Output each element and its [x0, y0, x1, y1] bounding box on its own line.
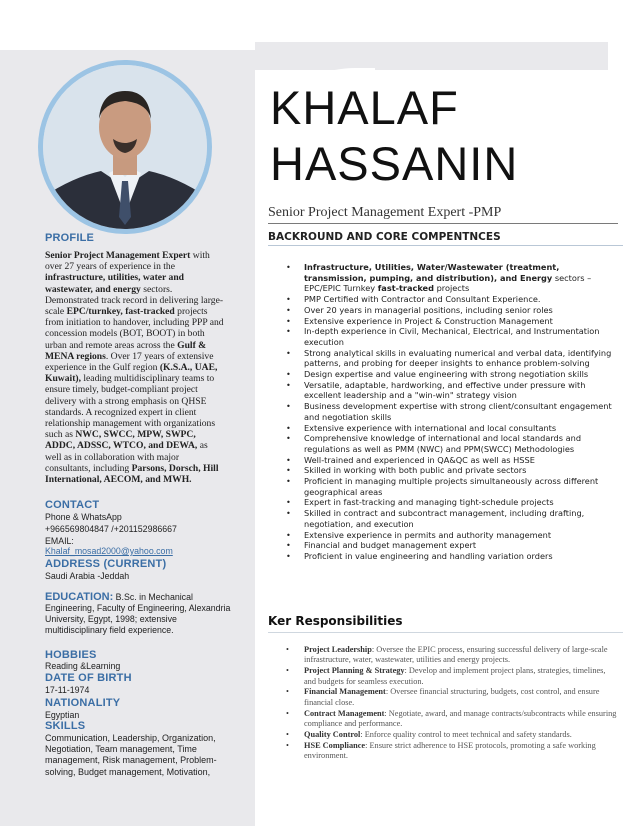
- text-run: as well as in collaboration with major consultants, including: [45, 440, 208, 474]
- list-item: • Proficient in value engineering and handling variation orders: [288, 551, 623, 562]
- list-item: • Financial and budget management expert: [288, 540, 623, 551]
- education-degree: B.Sc. in Mechanical: [113, 592, 193, 602]
- responsibility-item: [288, 645, 618, 666]
- list-item: [288, 262, 623, 294]
- bold-text: Parsons, Dorsch, Hill International, AECOM, and MWH.: [45, 462, 219, 486]
- text-run: projects: [433, 283, 470, 294]
- list-item: • Proficient in managing multiple projects simultaneously across different geographical areas: [288, 476, 623, 497]
- list-item: • Extensive experience in permits and authority management: [288, 530, 623, 541]
- responsibility-text: : Ensure strict adherence to HSE protocols, promoting a safe working environment.: [304, 740, 596, 761]
- list-item: • In-depth experience in Civil, Mechanical, Electrical, and Instrumentation execution: [288, 326, 623, 347]
- bold-text: Gulf & MENA regions: [45, 339, 207, 362]
- responsibility-item: [288, 709, 618, 730]
- education-text: Engineering, Faculty of Engineering, Alexandria University, Egypt, 1998; extensive multidisciplinary field experience.: [45, 603, 231, 635]
- nationality-text: Egyptian: [45, 710, 80, 720]
- responsibility-title: Financial Management: [304, 687, 386, 697]
- dob-text: 17-11-1974: [45, 685, 90, 695]
- person-photo-icon: [43, 65, 207, 229]
- responsibility-item: [288, 687, 618, 708]
- responsibility-text: : Develop and implement project plans, strategies, timelines, and budgets for seamless execution.: [304, 666, 606, 686]
- skills-text: Communication, Leadership, Organization, Negotiation, Team management, Time management, Risk management, Problem-solving, Budget management, Motivation,: [45, 733, 217, 777]
- list-item: • Versatile, adaptable, hardworking, and effective under pressure with excellent leadership and a "win-win" strategy vision: [288, 380, 623, 401]
- bold-text: Infrastructure, Utilities, Water/Wastewater (treatment, transmission, pumping, and distribution), and Energy: [304, 262, 560, 283]
- contact-heading: CONTACT: [45, 499, 100, 511]
- list-item: • Business development expertise with strong client/consultant engagement and negotiation skills: [288, 401, 623, 422]
- list-item: • Comprehensive knowledge of international and local standards and regulations as well as PMM (NWC) and PPM(SWCC) Methodologies: [288, 433, 623, 454]
- phone-number: +966569804847 /+201152986667: [45, 524, 177, 534]
- email-link[interactable]: Khalaf_mosad2000@yahoo.com: [45, 546, 173, 556]
- responsibility-title: Project Planning & Strategy: [304, 666, 405, 676]
- text-run: leading multidisciplinary teams to ensure timely, budget-compliant project delivery with a strong emphasis on QHSE standards. A recognized expert in client relationship management with organizations such as: [45, 373, 216, 441]
- list-item: • Design expertise and value engineering with strong negotiation skills: [288, 369, 623, 380]
- text-run: sectors – EPC/EPIC Turnkey: [304, 272, 592, 294]
- responsibility-text: : Negotiate, award, and manage contracts/subcontracts while ensuring compliance and performance.: [304, 708, 617, 729]
- education-block: [45, 592, 235, 636]
- bold-text: Senior Project Management Expert: [45, 250, 191, 261]
- responsibility-title: HSE Compliance: [304, 740, 366, 750]
- candidate-name: [270, 80, 518, 192]
- responsibilities-list: [288, 645, 618, 762]
- responsibilities-heading: Ker Responsibilities: [268, 614, 403, 628]
- responsibility-item: [288, 666, 618, 687]
- list-item: • Expert in fast-tracking and managing tight-schedule projects: [288, 497, 623, 508]
- address-text: Saudi Arabia -Jeddah: [45, 571, 130, 581]
- responsibility-text: : Enforce quality control to meet technical and safety standards.: [360, 729, 572, 739]
- text-run: with over 27 years of experience in the: [45, 250, 210, 273]
- profile-heading: PROFILE: [45, 232, 95, 244]
- bold-text: EPC/turnkey, fast-tracked: [66, 306, 175, 318]
- bold-text: (K.S.A., UAE, Kuwait),: [45, 362, 218, 385]
- education-heading: EDUCATION:: [45, 591, 114, 603]
- responsibility-item: [288, 741, 618, 762]
- profile-photo: [43, 65, 207, 229]
- hobbies-text: Reading &Learning: [45, 661, 121, 671]
- text-run: projects from initiation to handover, including PPP and concession models (BOT, BOOT) in both urban and remote areas across the: [45, 306, 224, 351]
- background-list: [288, 262, 623, 562]
- name-last: HASSANIN: [270, 137, 519, 190]
- list-item: • Extensive experience in Project & Construction Management: [288, 316, 623, 327]
- phone-label: Phone & WhatsApp: [45, 512, 122, 522]
- bold-text: NWC, SWCC, MPW, SWPC, ADDC, ADSSC, WTCO, and DEWA,: [45, 429, 198, 452]
- responsibility-title: Quality Control: [304, 729, 361, 739]
- hobbies-heading: HOBBIES: [45, 649, 97, 661]
- list-item: • Strong analytical skills in evaluating numerical and verbal data, identifying patterns, and probing for deeper insights to enhance problem-solving: [288, 348, 623, 369]
- list-item: • Well-trained and experienced in QA&QC as well as HSSE: [288, 455, 623, 466]
- text-run: sectors. Demonstrated track record in delivering large-scale: [45, 283, 224, 318]
- responsibility-text: : Oversee the EPIC process, ensuring successful delivery of large-scale infrastructure, water, wastewater, utilities and energy projects.: [304, 645, 608, 665]
- nationality-heading: NATIONALITY: [45, 697, 121, 709]
- list-item: • Skilled in working with both public and private sectors: [288, 465, 623, 476]
- job-title: Senior Project Management Expert -PMP: [268, 205, 502, 220]
- email-label: EMAIL:: [45, 536, 74, 546]
- list-item: • Skilled in contract and subcontract management, including drafting, negotiation, and execution: [288, 508, 623, 529]
- responsibilities-divider: [268, 632, 623, 633]
- responsibility-title: Project Leadership: [304, 645, 372, 654]
- responsibility-item: [288, 730, 618, 740]
- dob-heading: DATE OF BIRTH: [45, 672, 132, 684]
- list-item: • PMP Certified with Contractor and Consultant Experience.: [288, 294, 623, 305]
- background-divider: [268, 245, 623, 246]
- responsibility-title: Contract Management: [304, 708, 385, 718]
- text-run: . Over 17 years of extensive experience in the Gulf region: [45, 350, 214, 374]
- profile-text: [45, 250, 225, 485]
- responsibility-text: : Oversee financial structuring, budgets, cost control, and ensure financial close.: [304, 687, 600, 707]
- title-divider: [268, 223, 618, 224]
- bold-text: infrastructure, utilities, water and wastewater, and energy: [45, 272, 185, 295]
- list-item: • Extensive experience with international and local consultants: [288, 423, 623, 434]
- name-first: KHALAF: [270, 81, 459, 134]
- skills-heading: SKILLS: [45, 720, 86, 732]
- address-heading: ADDRESS (CURRENT): [45, 558, 167, 570]
- bold-text: fast-tracked: [377, 283, 434, 294]
- header-band: [255, 42, 608, 70]
- list-item: • Over 20 years in managerial positions, including senior roles: [288, 305, 623, 316]
- background-heading: BACKROUND AND CORE COMPENTNCES: [268, 231, 501, 243]
